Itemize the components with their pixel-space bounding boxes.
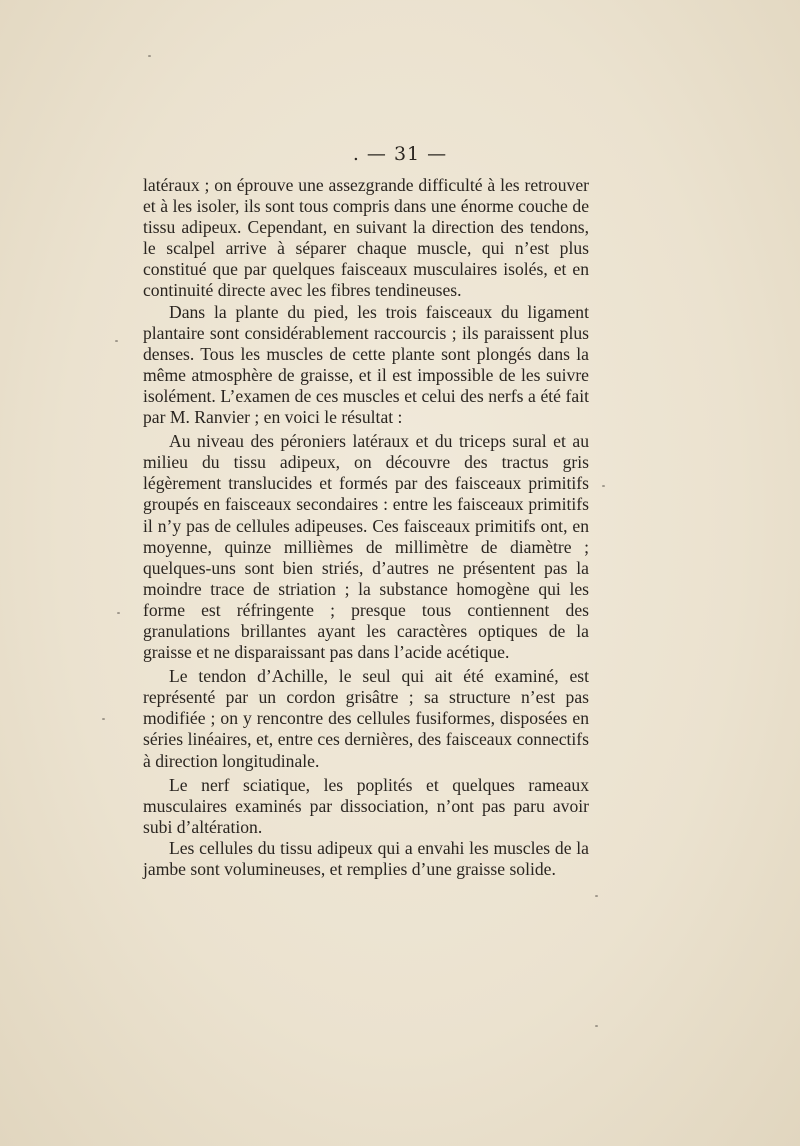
paper-speck xyxy=(102,718,105,720)
paper-speck xyxy=(115,340,118,342)
paragraph: Dans la plante du pied, les trois faisceaux du ligament plantaire sont considérablement raccourcis ; ils paraissent plus denses. Tous les muscles de cette plante sont plongés dans la même atmosphère de graisse, et il est impossible de les suivre isolément. L’examen de ces muscles et celui des nerfs a été fait par M. Ranvier ; en voici le résultat : xyxy=(143,301,589,428)
paragraph: Le nerf sciatique, les poplités et quelques rameaux musculaires examinés par dissociation, n’ont pas paru avoir subi d’altération. xyxy=(143,774,589,837)
paper-speck xyxy=(148,55,151,57)
paragraph: Au niveau des péroniers latéraux et du triceps sural et au milieu du tissu adipeux, on découvre des tractus gris légèrement translucides et formés par des faisceaux primitifs groupés en faisceaux secondaires : entre les faisceaux primitifs il n’y pas de cellules adipeuses. Ces faisceaux primitifs ont, en moyenne, quinze millièmes de millimètre de diamètre ; quelques-uns sont bien striés, d’autres ne présentent pas la moindre trace de striation ; la substance homogène qui les forme est réfringente ; presque tous contiennent des granulations brillantes ayant les caractères optiques de la graisse et ne disparaissant pas dans l’acide acétique. xyxy=(143,431,589,663)
body-text xyxy=(143,175,589,880)
paragraph: Le tendon d’Achille, le seul qui ait été examiné, est représenté par un cordon grisâtre ; sa structure n’est pas modifiée ; on y rencontre des cellules fusiformes, disposées en séries linéaires, et, entre ces dernières, des faisceaux connectifs à direction longitudinale. xyxy=(143,666,589,771)
paper-speck xyxy=(117,612,120,614)
paragraph: latéraux ; on éprouve une assezgrande difficulté à les retrouver et à les isoler, ils sont tous compris dans une énorme couche de tissu adipeux. Cependant, en suivant la direction des tendons, le scalpel arrive à séparer chaque muscle, qui n’est plus constitué que par quelques faisceaux musculaires isolés, et en continuité directe avec les fibres tendineuses. xyxy=(143,175,589,301)
paper-speck xyxy=(602,485,605,487)
paper-speck xyxy=(595,1025,598,1027)
paper-speck xyxy=(595,895,598,897)
paragraph: Les cellules du tissu adipeux qui a envahi les muscles de la jambe sont volumineuses, et remplies d’une graisse solide. xyxy=(143,837,589,879)
page-number: . — 31 — xyxy=(352,143,448,165)
